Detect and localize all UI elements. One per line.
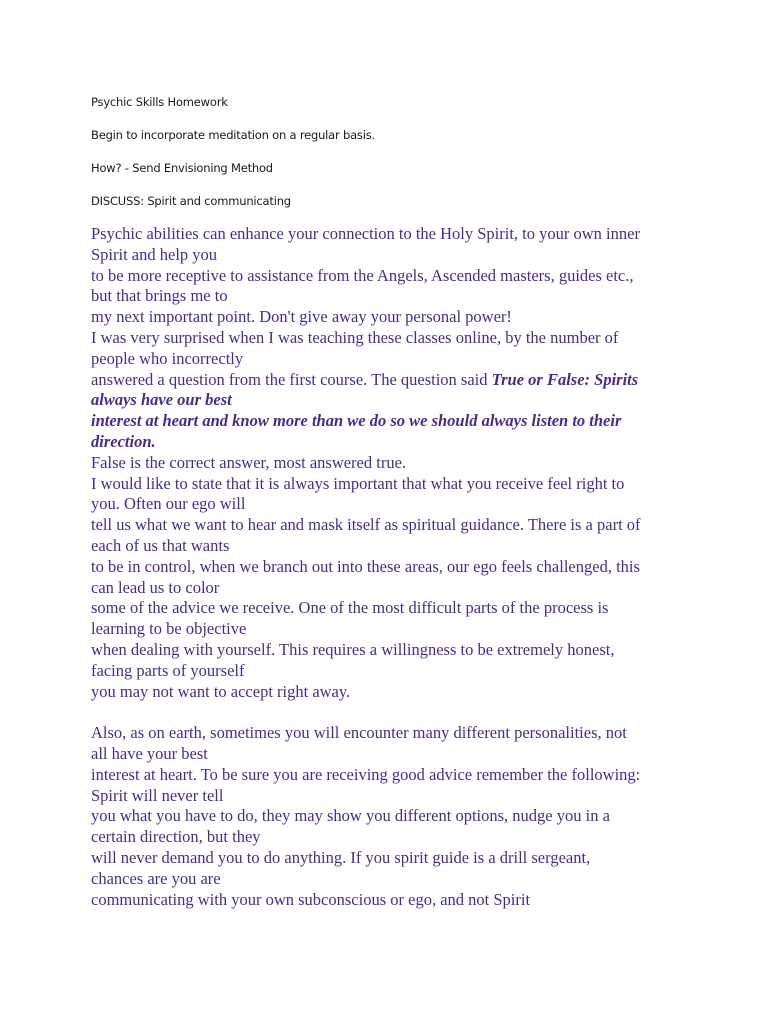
text-line: when dealing with yourself. This requires a willingness to be extremely honest, [91,639,615,659]
quiz-question-line: always have our best [91,390,232,410]
text-line: Spirit will never tell [91,785,224,805]
quiz-question-emphasis: True or False: Spirits [491,369,639,389]
quiz-question-line: interest at heart and know more than we do so we should always listen to their [91,411,622,431]
text-line: to be in control, when we branch out into these areas, our ego feels challenged, this [91,556,640,576]
text-line: people who incorrectly [91,348,244,368]
text-line: learning to be objective [91,619,247,639]
body-text [91,224,691,910]
text-line: Spirit and help you [91,244,218,264]
text-line: you may not want to accept right away. [91,681,351,701]
text-line: you. Often our ego will [91,494,246,514]
quiz-question-line: direction. [91,431,156,451]
text-line: will never demand you to do anything. If you spirit guide is a drill sergeant, [91,847,591,867]
paragraph-gap [91,702,691,723]
text-line: I was very surprised when I was teaching these classes online, by the number of [91,327,619,347]
text-line: tell us what we want to hear and mask itself as spiritual guidance. There is a part of [91,515,641,535]
doc-title: Psychic Skills Homework [91,95,228,109]
text-line: Also, as on earth, sometimes you will encounter many different personalities, not [91,723,627,743]
text-line: facing parts of yourself [91,660,245,680]
text-line: certain direction, but they [91,827,261,847]
text-line: but that brings me to [91,286,228,306]
text-line: I would like to state that it is always important that what you receive feel right to [91,473,625,493]
text-line: chances are you are [91,868,221,888]
text-line: interest at heart. To be sure you are receiving good advice remember the following: [91,764,641,784]
text-plain: answered a question from the first course. The question said [91,369,492,389]
discuss-line: DISCUSS: Spirit and communicating [91,194,291,208]
text-line: my next important point. Don't give away your personal power! [91,307,512,327]
method-line: How? - Send Envisioning Method [91,161,273,175]
text-line: each of us that wants [91,535,230,555]
text-line: Psychic abilities can enhance your connection to the Holy Spirit, to your own inner [91,224,640,243]
text-line: can lead us to color [91,577,220,597]
text-line: False is the correct answer, most answered true. [91,452,407,472]
text-line: communicating with your own subconscious or ego, and not Spirit [91,889,531,909]
text-line-mixed [91,370,691,391]
homework-instruction: Begin to incorporate meditation on a regular basis. [91,128,375,142]
text-line: some of the advice we receive. One of the most difficult parts of the process is [91,598,609,618]
text-line: all have your best [91,743,208,763]
text-line: you what you have to do, they may show you different options, nudge you in a [91,806,610,826]
text-line: to be more receptive to assistance from the Angels, Ascended masters, guides etc., [91,265,634,285]
